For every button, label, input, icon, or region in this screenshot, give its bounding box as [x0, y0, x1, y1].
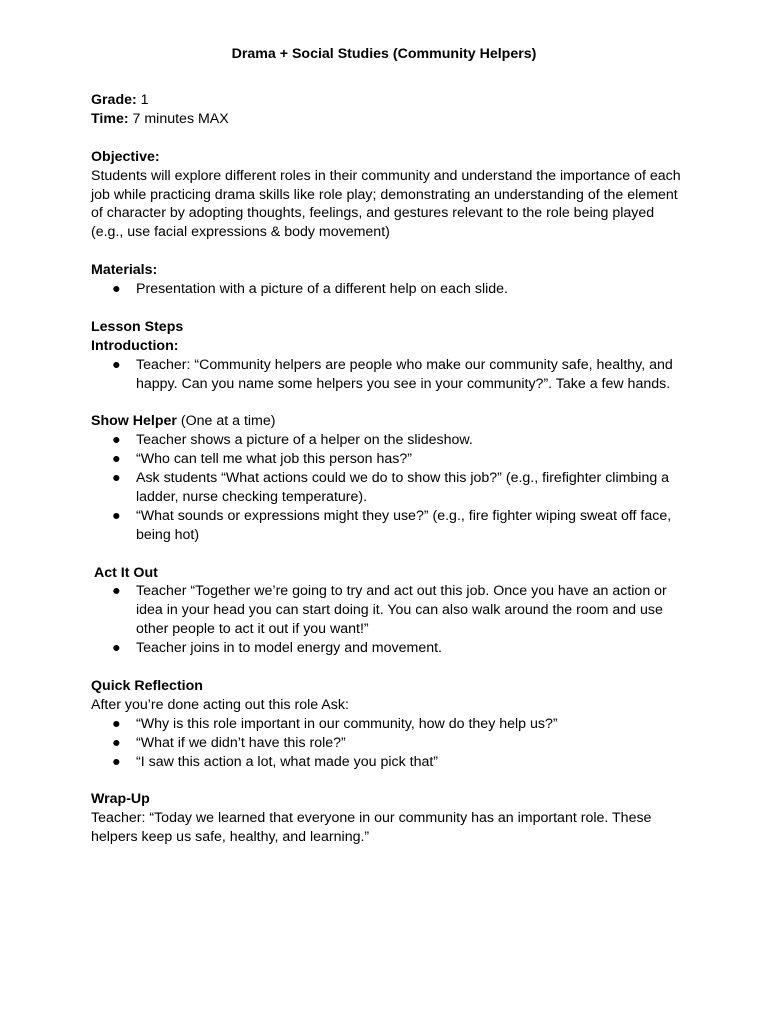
- list-item: [91, 715, 671, 734]
- act-it-out-list: [91, 582, 671, 658]
- list-item-text: being hot): [136, 526, 200, 543]
- list-item: [91, 431, 671, 450]
- list-item: [91, 450, 671, 469]
- text-line: of character by adopting thoughts, feelings, and gestures relevant to the role being played: [91, 205, 655, 222]
- materials-heading: Materials:: [91, 262, 158, 279]
- objective-text: [91, 167, 681, 243]
- grade-value: 1: [136, 92, 149, 108]
- list-item-text: ladder, nurse checking temperature).: [136, 488, 368, 505]
- list-item-text: “I saw this action a lot, what made you pick that”: [136, 753, 439, 770]
- bullet-icon: ●: [112, 753, 121, 770]
- quick-reflection-intro: After you’re done acting out this role Ask:: [91, 696, 349, 713]
- bullet-icon: ●: [112, 356, 121, 373]
- materials-list: [91, 280, 671, 299]
- list-item-text: “Why is this role important in our community, how do they help us?”: [136, 715, 558, 732]
- spacer: [91, 242, 671, 261]
- grade-line: [91, 91, 671, 110]
- bullet-icon: ●: [112, 734, 121, 751]
- text-line: Students will explore different roles in their community and understand the importance of each: [91, 167, 681, 184]
- list-item: [91, 639, 671, 658]
- wrap-up-heading: Wrap-Up: [91, 791, 150, 808]
- show-helper-heading-line: [91, 412, 671, 431]
- wrap-up-text: [91, 809, 671, 847]
- spacer: [91, 299, 671, 318]
- text-line: Teacher: “Today we learned that everyone in our community has an important role. These: [91, 810, 652, 827]
- text-line: job while practicing drama skills like role play; demonstrating an understanding of the element: [91, 186, 678, 203]
- show-helper-heading: Show Helper: [91, 413, 177, 430]
- spacer: [91, 545, 671, 564]
- list-item: [91, 582, 671, 639]
- list-item-text: Ask students “What actions could we do to show this job?” (e.g., firefighter climbing a: [136, 470, 670, 487]
- text-line: (e.g., use facial expressions & body movement): [91, 224, 390, 241]
- list-item: [91, 507, 671, 545]
- show-helper-subheading: (One at a time): [176, 413, 276, 430]
- objective-heading: Objective:: [91, 148, 160, 165]
- list-item-text: “What sounds or expressions might they use?” (e.g., fire fighter wiping sweat off face,: [136, 507, 672, 524]
- bullet-icon: ●: [112, 470, 121, 487]
- grade-label: Grade:: [91, 92, 137, 108]
- list-item: [91, 469, 671, 507]
- list-item: [91, 356, 671, 394]
- bullet-icon: ●: [112, 451, 121, 468]
- list-item-text: “What if we didn’t have this role?”: [136, 734, 346, 751]
- time-label: Time:: [91, 110, 129, 127]
- lesson-steps-heading: Lesson Steps: [91, 318, 184, 335]
- act-it-out-heading: Act It Out: [94, 564, 158, 581]
- spacer: [91, 772, 671, 791]
- spacer: [91, 393, 671, 412]
- list-item-text: Teacher: “Community helpers are people who make our community safe, healthy, and: [136, 356, 673, 373]
- list-item-text: Presentation with a picture of a different help on each slide.: [136, 281, 508, 298]
- list-item: [91, 280, 671, 299]
- bullet-icon: ●: [112, 583, 121, 600]
- bullet-icon: ●: [112, 281, 121, 298]
- list-item: [91, 753, 671, 772]
- list-item-text: other people to act it out if you want!”: [136, 621, 369, 638]
- text-line: helpers keep us safe, healthy, and learning.”: [91, 829, 370, 846]
- bullet-icon: ●: [112, 640, 121, 657]
- bullet-icon: ●: [112, 715, 121, 732]
- quick-reflection-list: [91, 715, 671, 772]
- list-item-text: Teacher “Together we’re going to try and act out this job. Once you have an action or: [136, 583, 667, 600]
- bullet-icon: ●: [112, 507, 121, 524]
- time-value: 7 minutes MAX: [128, 110, 229, 127]
- list-item-text: Teacher shows a picture of a helper on the slideshow.: [136, 432, 473, 449]
- spacer: [91, 658, 671, 677]
- introduction-heading: Introduction:: [91, 337, 179, 354]
- spacer: [91, 129, 671, 148]
- introduction-list: [91, 356, 671, 394]
- document-body: [91, 91, 681, 847]
- list-item-text: happy. Can you name some helpers you see in your community?”. Take a few hands.: [136, 375, 671, 392]
- list-item-text: “Who can tell me what job this person has?”: [136, 451, 412, 468]
- bullet-icon: ●: [112, 432, 121, 449]
- list-item: [91, 734, 671, 753]
- show-helper-list: [91, 431, 671, 544]
- quick-reflection-heading: Quick Reflection: [91, 678, 203, 694]
- list-item-text: Teacher joins in to model energy and movement.: [136, 640, 442, 657]
- list-item-text: idea in your head you can start doing it. You can also walk around the room and use: [136, 602, 663, 619]
- page-title: Drama + Social Studies (Community Helpers): [231, 46, 537, 62]
- time-line: [91, 110, 671, 129]
